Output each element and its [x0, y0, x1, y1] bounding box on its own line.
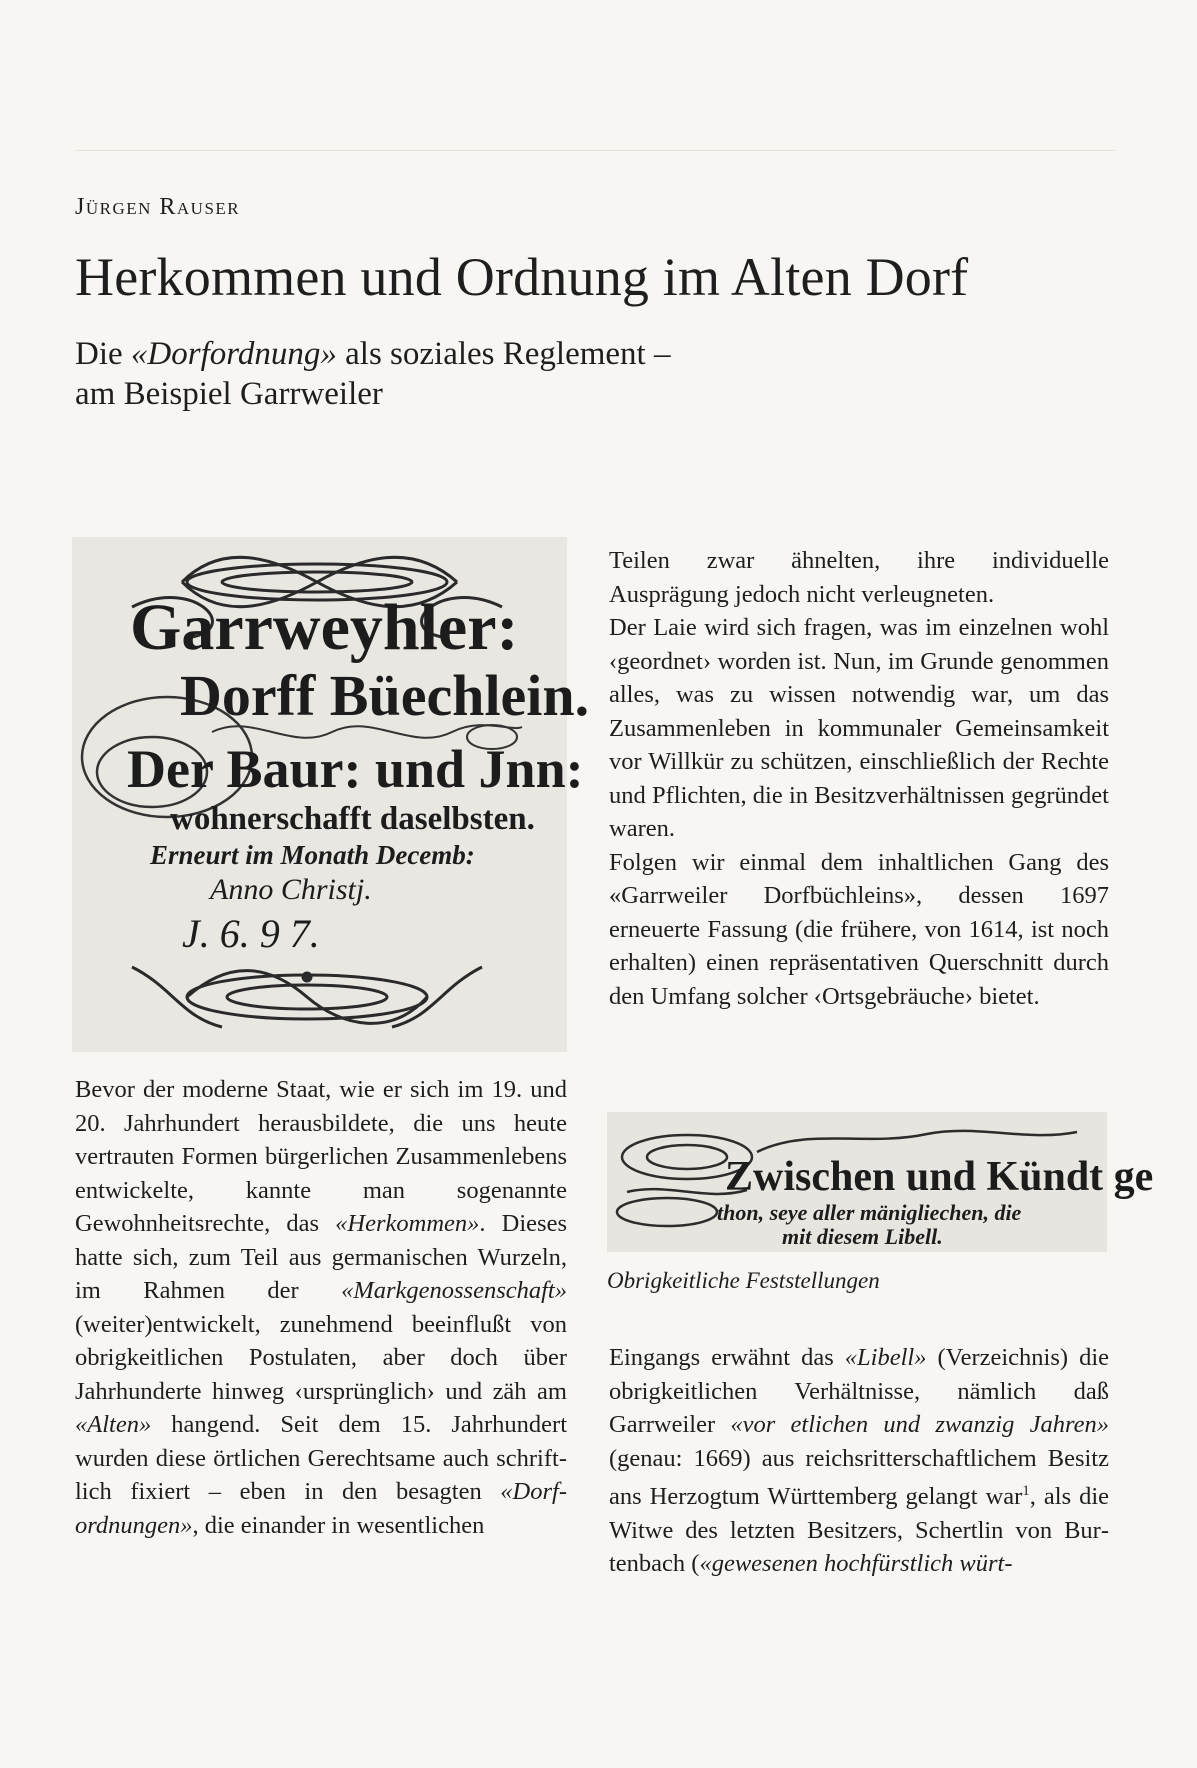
figure-caption: Obrigkeitliche Feststellungen — [607, 1268, 880, 1293]
subtitle-post: als soziales Reglement – — [336, 336, 671, 372]
calligraphy-line-7: J. 6. 9 7. — [182, 911, 320, 956]
right-paragraph-3: Folgen wir einmal dem inhaltlichen Gang des «Garrweiler Dorfbüchleins», dessen 1697 erneuerte Fassung (die frühere, von 1614, ist noch erhalten) einen repräsentativen Querschnitt durch den Umfang solcher ‹Ortsgebräuche› bietet. — [609, 848, 1109, 1010]
emphasis-libell: «Libell» — [844, 1344, 927, 1371]
text-run: Eingangs erwähnt das — [609, 1344, 845, 1371]
right-paragraph-1: Teilen zwar ähnelten, ihre individuelle Ausprägung jedoch nicht verleugneten. — [609, 547, 1109, 608]
emphasis-quote-2: «gewesenen hochfürstlich würt- — [699, 1550, 1013, 1578]
right-paragraph-2: Der Laie wird sich fragen, was im einzelnen wohl ‹geordnet› worden ist. Nun, im Grunde genommen alles, was zu wissen notwendig war, um das Zusammenleben in kommunaler Gemeinsamkeit vor Willkür zu schützen, einschließlich der Rechte und Pflichten, die in Besitzverhältnissen gegründet waren. — [609, 614, 1109, 842]
text-run: , die einander in wesentlichen — [192, 1511, 485, 1539]
right-column-top-text — [609, 544, 1109, 1013]
text-run: Bevor der moderne Staat, wie er sich im 19. und 20. Jahrhundert herausbildete, die uns heute vertrauten Formen bürgerlichen Zusammenlebens entwickelte, kannte man sogenannte Gewohnheitsrechte, das — [75, 1076, 567, 1237]
right-paragraph-4 — [609, 1341, 1109, 1581]
emphasis-dorfordnungen: «Dorfordnungen» — [75, 1478, 567, 1539]
text-run: hangend. Seit dem 15. Jahrhundert wurden diese örtlichen Gerechtsame auch schriftlich fixiert – eben in den besagten — [75, 1411, 567, 1505]
emphasis-herkommen: «Herkommen» — [335, 1210, 480, 1237]
subtitle-line2: am Beispiel Garrweiler — [75, 376, 383, 412]
excerpt-line-2: thon, seye aller mänigliechen, die — [717, 1200, 1022, 1225]
emphasis-quote: «vor etlichen und zwanzig Jahren» — [730, 1411, 1109, 1438]
text-run: . Dieses hatte sich, zum Teil aus germanischen Wurzeln, im Rahmen der — [75, 1210, 567, 1304]
right-column-bottom-text — [609, 1341, 1109, 1581]
calligraphy-title-page-image — [72, 537, 590, 1052]
calligraphy-line-4: wohnerschafft daselbsten. — [170, 801, 535, 837]
calligraphy-excerpt-svg — [607, 1112, 1154, 1252]
excerpt-line-1: Zwischen und Kündt ge — [725, 1154, 1154, 1200]
left-paragraph — [75, 1073, 567, 1542]
calligraphy-line-1: Garrweyhler: — [130, 591, 519, 664]
bleed-through-rule — [75, 150, 1115, 151]
calligraphy-line-3: Der Baur: und Jnn: — [127, 739, 584, 799]
calligraphy-line-2: Dorff Büechlein. — [180, 663, 590, 728]
excerpt-line-3: mit diesem Libell. — [782, 1224, 943, 1249]
calligraphy-line-6: Anno Christj. — [210, 873, 372, 906]
emphasis-markgenossenschaft: «Markgenossenschaft» — [341, 1277, 567, 1304]
emphasis-alten: «Alten» — [75, 1411, 152, 1438]
subtitle-emphasis: «Dorfordnung» — [130, 336, 337, 372]
calligraphy-svg — [72, 537, 590, 1052]
text-run: (weiter)entwickelt, zunehmend beeinflußt von obrigkeitlichen Postulaten, aber doch über Jahrhunderte hinweg ‹ursprünglich› und zäh am — [75, 1310, 567, 1405]
text-run: (Verzeichnis) die obrigkeitlichen Verhältnisse, nämlich daß Garrweiler — [609, 1344, 1110, 1438]
calligraphy-excerpt-image — [607, 1112, 1154, 1252]
text-run: , als die Witwe des letzten Besitzers, Schertlin von Burtenbach ( — [609, 1483, 1109, 1578]
left-column-text — [75, 1073, 567, 1542]
subtitle-pre: Die — [75, 336, 131, 372]
text-run: (genau: 1669) aus reichsritterschaftlichem Besitz ans Herzogtum Württemberg gelangt war — [609, 1444, 1109, 1511]
footnote-marker[interactable]: 1 — [1022, 1483, 1030, 1499]
article-subtitle — [75, 334, 975, 414]
calligraphy-line-5: Erneurt im Monath Decemb: — [150, 840, 475, 870]
author-name: Jürgen Rauser — [75, 194, 241, 220]
article-title: Herkommen und Ordnung im Alten Dorf — [75, 247, 969, 307]
